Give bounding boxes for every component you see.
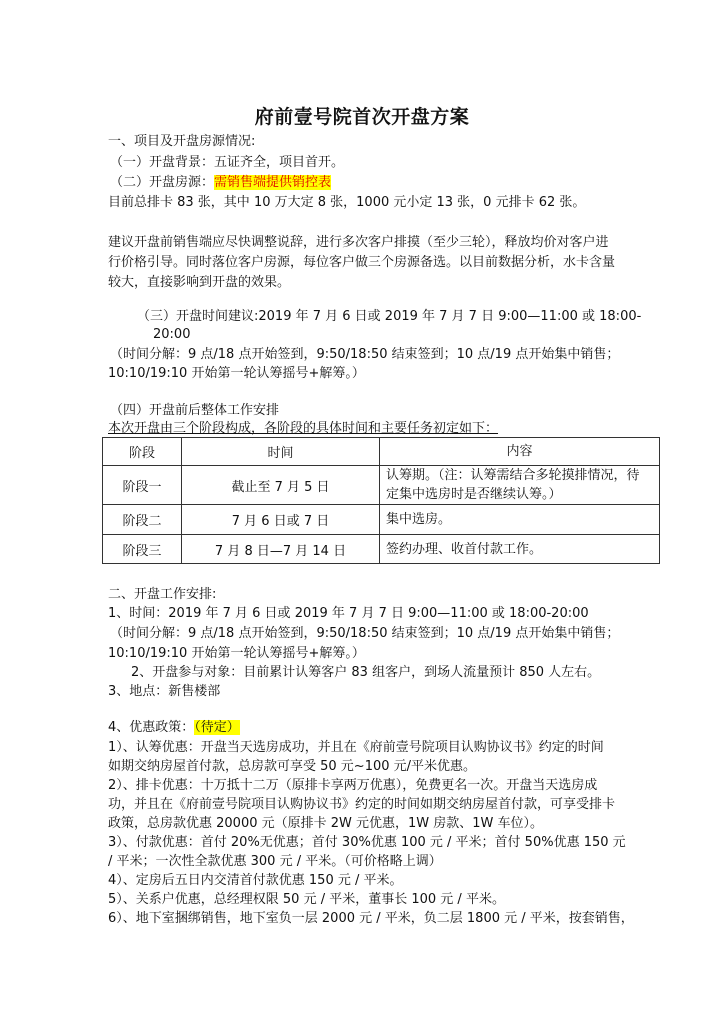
advice-line-3: 较大，直接影响到开盘的效果。	[108, 275, 291, 290]
opening-time-line-2: 20:00	[153, 327, 191, 342]
time-breakdown-1: （时间分解：9 点/18 点开始签到，9:50/18:50 结束签到；10 点/19 点开始集中销售；	[110, 347, 620, 362]
stage-cell: 阶段二	[103, 505, 182, 535]
discount-line-5: 政策，总房款优惠 20000 元（原排卡 2W 元优惠，1W 房款、1W 车位）。	[108, 816, 544, 831]
pending-highlight: （待定）	[194, 720, 240, 735]
sales-control-highlight: 需销售端提供销控表	[214, 175, 332, 190]
section2-participants: 2、开盘参与对象：目前累计认筹客户 83 组客户，到场人流量预计 850 人左右。	[131, 665, 601, 680]
section1-item2	[110, 173, 331, 193]
discount-line-3: 2）、排卡优惠：十万抵十二万（原排卡享两万优惠），免费更名一次。开盘当天选房成	[108, 778, 598, 793]
discount-line-10: 6）、地下室捆绑销售，地下室负一层 2000 元 / 平米，负二层 1800 元 / 平米，按套销售，	[108, 911, 634, 926]
stage-table	[102, 437, 660, 564]
discount-line-7: / 平米；一次性全款优惠 300 元 / 平米。（可价格略上调）	[108, 854, 442, 869]
content-line: 认筹期。（注：认筹需结合多轮摸排情况，待	[386, 468, 640, 483]
discount-line-6: 3）、付款优惠：首付 20%无优惠；首付 30%优惠 100 元 / 平米；首付 50%优惠 150 元	[108, 835, 626, 850]
advice-line-1: 建议开盘前销售端应尽快调整说辞，进行多次客户排摸（至少三轮），释放均价对客户进	[108, 235, 609, 250]
stage-cell: 阶段一	[103, 466, 182, 505]
time-cell: 截止至 7 月 5 日	[182, 466, 380, 505]
header-stage: 阶段	[103, 438, 182, 466]
table-header-row	[103, 438, 660, 466]
section2-location: 3、地点：新售楼部	[108, 684, 221, 699]
discount-label: 4、优惠政策：	[108, 720, 195, 735]
discount-heading	[108, 718, 240, 738]
content-cell	[380, 466, 660, 505]
section2-breakdown-2: 10:10/19:10 开始第一轮认筹摇号+解筹。）	[108, 646, 365, 661]
advice-line-2: 行价格引导。同时落位客户房源，每位客户做三个房源备选。以目前数据分析，水卡含量	[108, 255, 616, 270]
content-line: 定集中选房时是否继续认筹。）	[386, 487, 562, 502]
header-time: 时间	[182, 438, 380, 466]
stage-intro: 本次开盘由三个阶段构成，各阶段的具体时间和主要任务初定如下：	[108, 421, 499, 436]
discount-line-9: 5）、关系户优惠，总经理权限 50 元 / 平米，董事长 100 元 / 平米。	[108, 892, 505, 907]
time-cell: 7 月 6 日或 7 日	[182, 505, 380, 535]
discount-line-1: 1）、认筹优惠：开盘当天选房成功，并且在《府前壹号院项目认购协议书》约定的时间	[108, 740, 604, 755]
time-breakdown-2: 10:10/19:10 开始第一轮认筹摇号+解筹。）	[108, 366, 365, 381]
table-row	[103, 535, 660, 564]
stage-cell: 阶段三	[103, 535, 182, 564]
cards-summary: 目前总排卡 83 张，其中 10 万大定 8 张，1000 元小定 13 张，0 元排卡 62 张。	[108, 195, 586, 210]
content-cell: 签约办理、收首付款工作。	[380, 535, 660, 564]
opening-time-line-1: （三）开盘时间建议:2019 年 7 月 6 日或 2019 年 7 月 7 日 9:00—11:00 或 18:00-	[137, 309, 642, 324]
discount-line-2: 如期交纳房屋首付款，总房款可享受 50 元~100 元/平米优惠。	[108, 759, 477, 774]
table-row	[103, 466, 660, 505]
discount-line-4: 功，并且在《府前壹号院项目认购协议书》约定的时间如期交纳房屋首付款，可享受排卡	[108, 797, 616, 812]
section2-time: 1、时间：2019 年 7 月 6 日或 2019 年 7 月 7 日 9:00—11:00 或 18:00-20:00	[108, 606, 589, 621]
section1-item4: （四）开盘前后整体工作安排	[110, 403, 280, 418]
header-content: 内容	[380, 438, 660, 466]
discount-line-8: 4）、定房后五日内交清首付款优惠 150 元 / 平米。	[108, 873, 403, 888]
table-row	[103, 505, 660, 535]
section1-heading: 一、项目及开盘房源情况:	[108, 134, 256, 149]
content-cell: 集中选房。	[380, 505, 660, 535]
time-cell: 7 月 8 日—7 月 14 日	[182, 535, 380, 564]
section2-breakdown-1: （时间分解：9 点/18 点开始签到，9:50/18:50 结束签到；10 点/19 点开始集中销售；	[110, 626, 620, 641]
section1-item1: （一）开盘背景：五证齐全，项目首开。	[110, 155, 345, 170]
item2-label: （二）开盘房源：	[110, 175, 215, 190]
document-title: 府前壹号院首次开盘方案	[254, 106, 470, 128]
section2-heading: 二、开盘工作安排:	[108, 587, 217, 602]
